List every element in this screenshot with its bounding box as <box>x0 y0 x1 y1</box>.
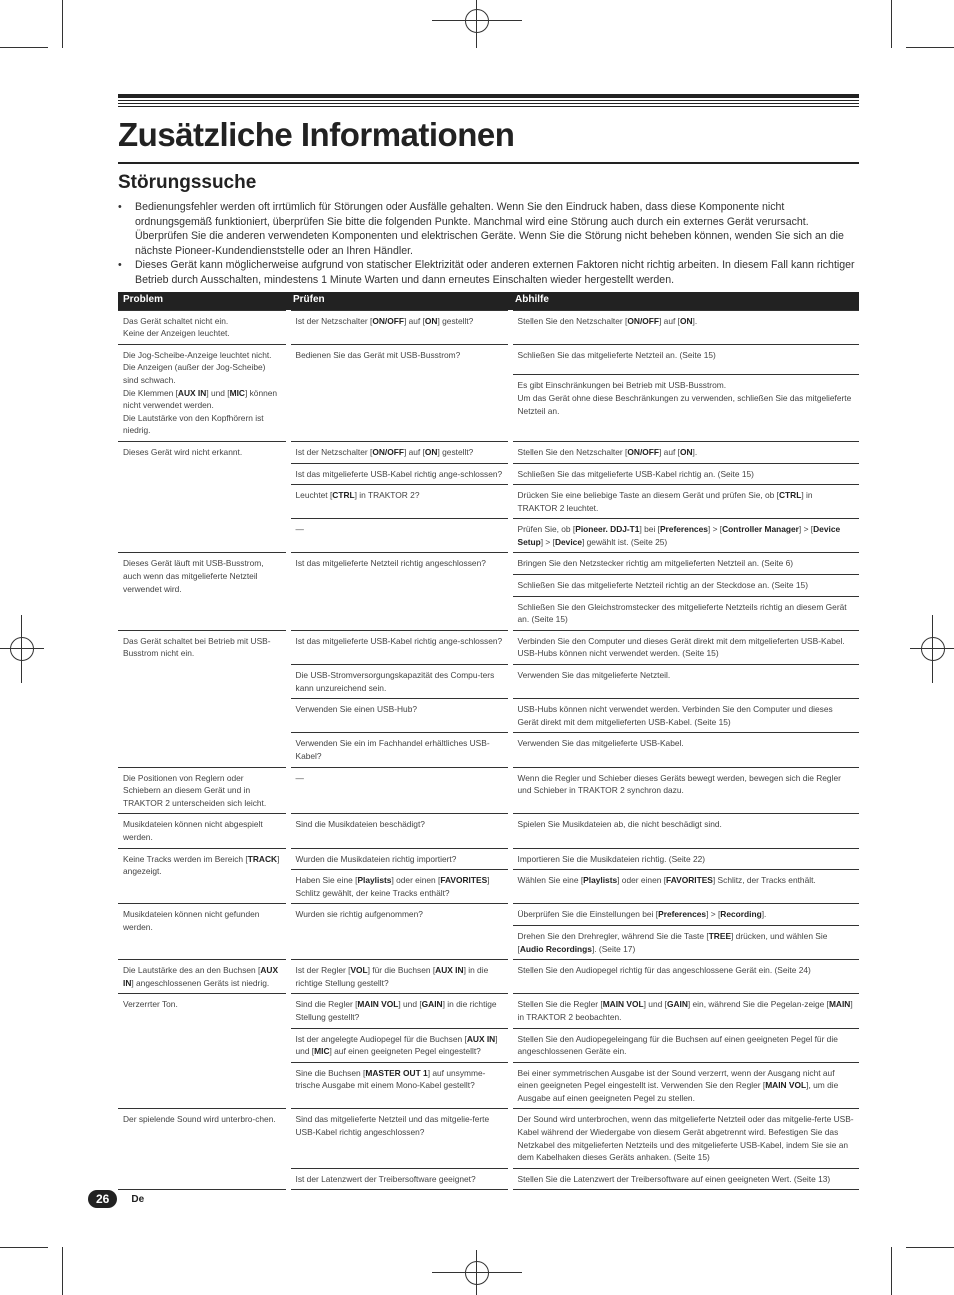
check-cell: Wurden sie richtig aufgenommen? <box>288 904 510 960</box>
problem-cell: Dieses Gerät läuft mit USB-Busstrom, auch wenn das mitgelieferte Netzteil verwendet wird. <box>118 553 288 630</box>
remedy-cell: Der Sound wird unterbrochen, wenn das mitgelieferte Netzteil oder das mitgelie-ferte USB-Kabel während der Wiedergabe von diesem Gerät abgetrennt wird. Befestigen Sie das Netzkabel des mitgelieferten Netzteils und des mitgelieferte USB-Kabel, indem Sie sie an dem Kabelhaken dieses Geräts anhaken. (Seite 15) <box>510 1109 859 1168</box>
language-label: De <box>131 1193 145 1205</box>
intro-bullet: • Bedienungsfehler werden oft irrtümlich für Störungen oder Ausfälle gehalten. Wenn Sie den Eindruck haben, dass diese Komponente nicht ordnungsgemäß funktioniert, überprüfen Sie bitte die folgenden Punkte. Manchmal wird eine Störung auch durch ein externes Gerät verursacht. Überprüfen Sie die anderen verwendeten Komponenten und elektrischen Geräte. Wenn Sie die Störung nicht beheben können, wenden Sie sich an die nächste Pioneer-Kundendienststelle oder an Ihren Händler. <box>118 200 859 258</box>
table-row <box>118 344 859 375</box>
title-divider <box>118 162 859 164</box>
check-cell: Sind die Musikdateien beschädigt? <box>288 814 510 848</box>
column-header-check: Prüfen <box>288 292 510 311</box>
problem-cell: Die Jog-Scheibe-Anzeige leuchtet nicht. Die Anzeigen (außer der Jog-Scheibe) sind schwach. Die Klemmen [AUX IN] und [MIC] können nicht verwendet werden. Die Lautstärke von den Kopfhörern ist niedrig. <box>118 344 288 441</box>
check-cell: — <box>288 519 510 553</box>
table-row <box>118 814 859 848</box>
check-cell: — <box>288 767 510 814</box>
check-cell: Leuchtet [CTRL] in TRAKTOR 2? <box>288 485 510 519</box>
remedy-cell: USB-Hubs können nicht verwendet werden. Verbinden Sie den Computer und dieses Gerät direkt mit dem mitgelieferten USB-Kabel. (Seite 15) <box>510 699 859 733</box>
page-number-badge: 26 <box>88 1190 117 1208</box>
intro-bullet: • Dieses Gerät kann möglicherweise aufgrund von statischer Elektrizität oder anderen externen Faktoren nicht richtig arbeiten. In diesem Fall kann richtiger Betrieb durch Ausschalten, mindestens 1 Minute Warten und dann erneutes Einschalten wieder hergestellt werden. <box>118 258 859 287</box>
remedy-cell: Stellen Sie die Latenzwert der Treibersoftware auf einen geeigneten Wert. (Seite 13) <box>510 1168 859 1190</box>
remedy-cell: Schließen Sie den Gleichstromstecker des mitgelieferte Netzteils richtig an diesem Gerät an. (Seite 15) <box>510 596 859 630</box>
remedy-cell: Drücken Sie eine beliebige Taste an diesem Gerät und prüfen Sie, ob [CTRL] in TRAKTOR 2 leuchtet. <box>510 485 859 519</box>
page-footer <box>88 1190 144 1208</box>
intro-bullet-list <box>118 200 859 288</box>
column-header-problem: Problem <box>118 292 288 311</box>
remedy-cell: Stellen Sie den Audiopegeleingang für die Buchsen auf einen geeigneten Pegel für die angeschlossenen Geräte ein. <box>510 1028 859 1062</box>
remedy-cell: Schließen Sie das mitgelieferte USB-Kabel richtig an. (Seite 15) <box>510 463 859 485</box>
table-row <box>118 848 859 870</box>
check-cell: Die USB-Stromversorgungskapazität des Compu-ters kann unzureichend sein. <box>288 665 510 699</box>
check-cell: Wurden die Musikdateien richtig importiert? <box>288 848 510 870</box>
troubleshooting-table <box>118 292 859 1191</box>
remedy-cell: Stellen Sie den Netzschalter [ON/OFF] auf [ON]. <box>510 441 859 463</box>
table-header-row <box>118 292 859 311</box>
remedy-cell: Stellen Sie den Netzschalter [ON/OFF] auf [ON]. <box>510 310 859 344</box>
remedy-cell: Stellen Sie den Audiopegel richtig für das angeschlossene Gerät ein. (Seite 24) <box>510 960 859 994</box>
check-cell: Ist der Latenzwert der Treibersoftware geeignet? <box>288 1168 510 1190</box>
check-cell: Sind die Regler [MAIN VOL] und [GAIN] in die richtige Stellung gestellt? <box>288 994 510 1028</box>
remedy-cell: Schließen Sie das mitgelieferte Netzteil an. (Seite 15) <box>510 344 859 375</box>
table-row <box>118 994 859 1028</box>
check-cell: Ist der angelegte Audiopegel für die Buchsen [AUX IN] und [MIC] auf einen geeigneten Pegel eingestellt? <box>288 1028 510 1062</box>
remedy-cell: Es gibt Einschränkungen bei Betrieb mit USB-Busstrom. Um das Gerät ohne diese Beschränkungen zu verwenden, schließen Sie das mitgelieferte Netzteil an. <box>510 375 859 441</box>
table-row <box>118 904 859 926</box>
remedy-cell: Überprüfen Sie die Einstellungen bei [Preferences] > [Recording]. <box>510 904 859 926</box>
section-title: Störungssuche <box>118 172 257 193</box>
column-header-remedy: Abhilfe <box>510 292 859 311</box>
problem-cell: Keine Tracks werden im Bereich [TRACK] angezeigt. <box>118 848 288 904</box>
problem-cell: Die Lautstärke des an den Buchsen [AUX IN] angeschlossenen Geräts ist niedrig. <box>118 960 288 994</box>
problem-cell: Die Positionen von Reglern oder Schiebern an diesem Gerät und in TRAKTOR 2 unterscheiden sich leicht. <box>118 767 288 814</box>
remedy-cell: Verwenden Sie das mitgelieferte Netzteil. <box>510 665 859 699</box>
check-cell: Haben Sie eine [Playlists] oder einen [FAVORITES] Schlitz gewählt, der keine Tracks enthält? <box>288 870 510 904</box>
remedy-cell: Bringen Sie den Netzstecker richtig am mitgelieferten Netzteil an. (Seite 6) <box>510 553 859 575</box>
problem-cell: Verzerrter Ton. <box>118 994 288 1109</box>
remedy-cell: Spielen Sie Musikdateien ab, die nicht beschädigt sind. <box>510 814 859 848</box>
header-rules <box>118 94 859 107</box>
page-title: Zusätzliche Informationen <box>118 116 515 153</box>
remedy-cell: Drehen Sie den Drehregler, während Sie die Taste [TREE] drücken, und wählen Sie [Audio Recordings]. (Seite 17) <box>510 925 859 959</box>
problem-cell: Das Gerät schaltet nicht ein. Keine der Anzeigen leuchtet. <box>118 310 288 344</box>
remedy-cell: Wählen Sie eine [Playlists] oder einen [FAVORITES] Schlitz, der Tracks enthält. <box>510 870 859 904</box>
check-cell: Sine die Buchsen [MASTER OUT 1] auf unsymme-trische Ausgabe mit einem Mono-Kabel gestellt? <box>288 1062 510 1109</box>
check-cell: Ist das mitgelieferte Netzteil richtig angeschlossen? <box>288 553 510 630</box>
remedy-cell: Schließen Sie das mitgelieferte Netzteil richtig an der Steckdose an. (Seite 15) <box>510 575 859 597</box>
table-row <box>118 960 859 994</box>
remedy-cell: Verbinden Sie den Computer und dieses Gerät direkt mit dem mitgelieferten USB-Kabel. USB-Hubs können nicht verwendet werden. (Seite 15) <box>510 630 859 664</box>
problem-cell: Der spielende Sound wird unterbro-chen. <box>118 1109 288 1190</box>
problem-cell: Musikdateien können nicht gefunden werden. <box>118 904 288 960</box>
table-row <box>118 553 859 575</box>
table-body <box>118 310 859 1190</box>
check-cell: Ist das mitgelieferte USB-Kabel richtig ange-schlossen? <box>288 630 510 664</box>
table-row <box>118 310 859 344</box>
problem-cell: Dieses Gerät wird nicht erkannt. <box>118 441 288 553</box>
table-row <box>118 441 859 463</box>
check-cell: Bedienen Sie das Gerät mit USB-Busstrom? <box>288 344 510 441</box>
check-cell: Verwenden Sie ein im Fachhandel erhältliches USB-Kabel? <box>288 733 510 767</box>
problem-cell: Musikdateien können nicht abgespielt werden. <box>118 814 288 848</box>
remedy-cell: Prüfen Sie, ob [Pioneer. DDJ-T1] bei [Preferences] > [Controller Manager] > [Device Setup] > [Device] gewählt ist. (Seite 25) <box>510 519 859 553</box>
page-content <box>118 94 859 1190</box>
remedy-cell: Wenn die Regler und Schieber dieses Geräts bewegt werden, bewegen sich die Regler und Schieber in TRAKTOR 2 synchron dazu. <box>510 767 859 814</box>
problem-cell: Das Gerät schaltet bei Betrieb mit USB-Busstrom nicht ein. <box>118 630 288 767</box>
check-cell: Verwenden Sie einen USB-Hub? <box>288 699 510 733</box>
remedy-cell: Bei einer symmetrischen Ausgabe ist der Sound verzerrt, wenn der Ausgang nicht auf einen geeigneten Pegel eingestellt ist. Verwenden Sie den Regler [MAIN VOL], um die Ausgabe auf einen geeigneten Pegel zu stellen. <box>510 1062 859 1109</box>
table-row <box>118 630 859 664</box>
check-cell: Sind das mitgelieferte Netzteil und das mitgelie-ferte USB-Kabel richtig angeschlossen? <box>288 1109 510 1168</box>
remedy-cell: Verwenden Sie das mitgelieferte USB-Kabel. <box>510 733 859 767</box>
check-cell: Ist der Netzschalter [ON/OFF] auf [ON] gestellt? <box>288 310 510 344</box>
table-row <box>118 767 859 814</box>
table-row <box>118 1109 859 1168</box>
check-cell: Ist der Netzschalter [ON/OFF] auf [ON] gestellt? <box>288 441 510 463</box>
remedy-cell: Importieren Sie die Musikdateien richtig. (Seite 22) <box>510 848 859 870</box>
check-cell: Ist der Regler [VOL] für die Buchsen [AUX IN] in die richtige Stellung gestellt? <box>288 960 510 994</box>
check-cell: Ist das mitgelieferte USB-Kabel richtig ange-schlossen? <box>288 463 510 485</box>
remedy-cell: Stellen Sie die Regler [MAIN VOL] und [GAIN] ein, während Sie die Pegelan-zeige [MAIN] in TRAKTOR 2 beobachten. <box>510 994 859 1028</box>
